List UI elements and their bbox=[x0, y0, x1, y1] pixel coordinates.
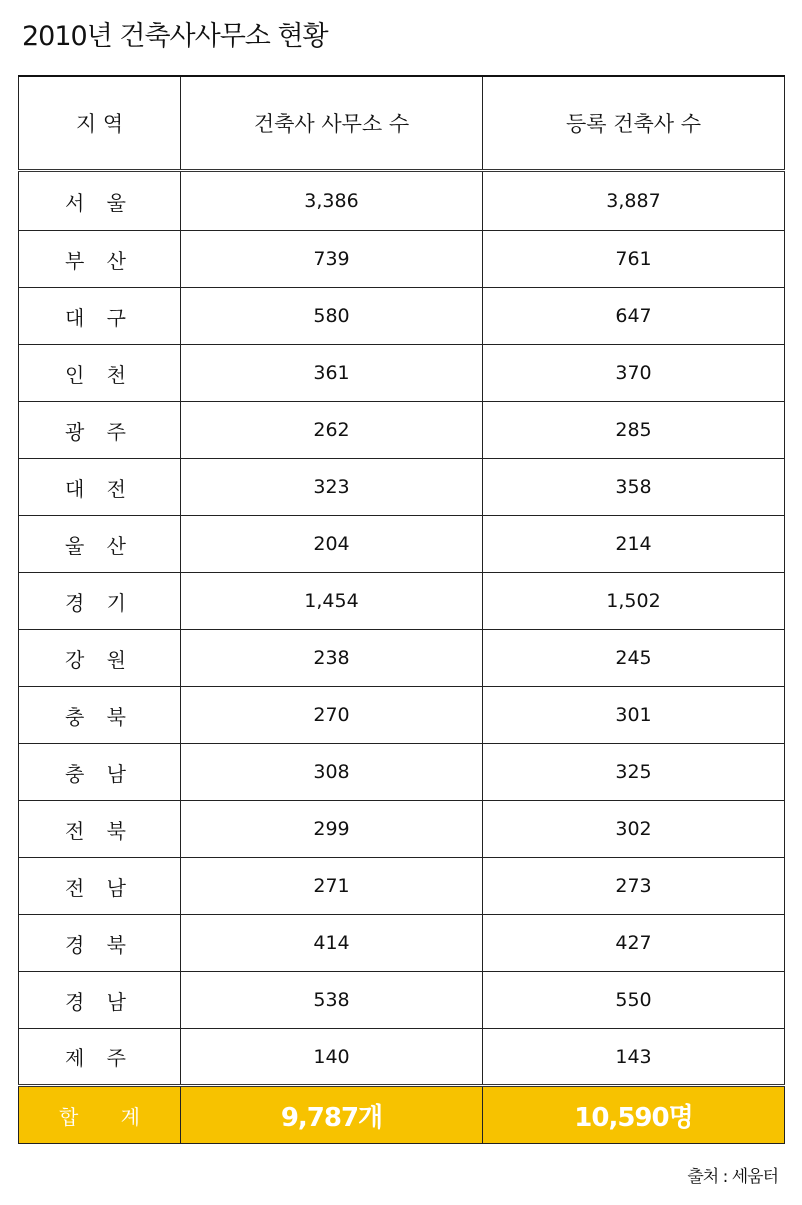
offices-cell: 538 bbox=[181, 972, 483, 1029]
architects-cell: 427 bbox=[483, 915, 785, 972]
architects-cell: 273 bbox=[483, 858, 785, 915]
offices-cell: 140 bbox=[181, 1029, 483, 1086]
offices-cell: 323 bbox=[181, 459, 483, 516]
architects-cell: 370 bbox=[483, 345, 785, 402]
total-label: 합 계 bbox=[19, 1086, 181, 1144]
region-cell: 경 기 bbox=[19, 573, 181, 630]
table-row bbox=[19, 801, 785, 858]
region-cell: 광 주 bbox=[19, 402, 181, 459]
offices-cell: 270 bbox=[181, 687, 483, 744]
region-cell: 충 북 bbox=[19, 687, 181, 744]
architects-cell: 761 bbox=[483, 231, 785, 288]
table-row bbox=[19, 459, 785, 516]
table-row bbox=[19, 972, 785, 1029]
table-row bbox=[19, 345, 785, 402]
table-row bbox=[19, 231, 785, 288]
region-cell: 인 천 bbox=[19, 345, 181, 402]
architects-cell: 214 bbox=[483, 516, 785, 573]
architects-cell: 1,502 bbox=[483, 573, 785, 630]
table-row bbox=[19, 915, 785, 972]
region-cell: 대 구 bbox=[19, 288, 181, 345]
region-cell: 제 주 bbox=[19, 1029, 181, 1086]
offices-cell: 414 bbox=[181, 915, 483, 972]
table-row bbox=[19, 687, 785, 744]
region-cell: 울 산 bbox=[19, 516, 181, 573]
architects-cell: 325 bbox=[483, 744, 785, 801]
header-region: 지 역 bbox=[19, 76, 181, 171]
table-row bbox=[19, 288, 785, 345]
region-cell: 서 울 bbox=[19, 171, 181, 231]
table-body bbox=[19, 171, 785, 1086]
region-cell: 전 남 bbox=[19, 858, 181, 915]
offices-cell: 1,454 bbox=[181, 573, 483, 630]
table-row bbox=[19, 516, 785, 573]
architects-cell: 647 bbox=[483, 288, 785, 345]
region-cell: 경 북 bbox=[19, 915, 181, 972]
offices-cell: 361 bbox=[181, 345, 483, 402]
region-cell: 경 남 bbox=[19, 972, 181, 1029]
total-row bbox=[19, 1086, 785, 1144]
offices-cell: 308 bbox=[181, 744, 483, 801]
table-row bbox=[19, 573, 785, 630]
region-cell: 전 북 bbox=[19, 801, 181, 858]
offices-cell: 238 bbox=[181, 630, 483, 687]
architects-cell: 143 bbox=[483, 1029, 785, 1086]
header-offices: 건축사 사무소 수 bbox=[181, 76, 483, 171]
architects-cell: 358 bbox=[483, 459, 785, 516]
architects-cell: 3,887 bbox=[483, 171, 785, 231]
architects-cell: 302 bbox=[483, 801, 785, 858]
offices-cell: 580 bbox=[181, 288, 483, 345]
offices-cell: 739 bbox=[181, 231, 483, 288]
table-row bbox=[19, 402, 785, 459]
table-row bbox=[19, 858, 785, 915]
page-title: 2010년 건축사사무소 현황 bbox=[22, 21, 328, 52]
offices-cell: 204 bbox=[181, 516, 483, 573]
header-architects: 등록 건축사 수 bbox=[483, 76, 785, 171]
total-architects: 10,590명 bbox=[483, 1086, 785, 1144]
offices-cell: 262 bbox=[181, 402, 483, 459]
architects-cell: 301 bbox=[483, 687, 785, 744]
architects-cell: 245 bbox=[483, 630, 785, 687]
region-cell: 부 산 bbox=[19, 231, 181, 288]
region-cell: 강 원 bbox=[19, 630, 181, 687]
offices-cell: 271 bbox=[181, 858, 483, 915]
region-cell: 대 전 bbox=[19, 459, 181, 516]
source-note: 출처 : 세움터 bbox=[687, 1167, 778, 1187]
office-stats-table bbox=[18, 75, 785, 1144]
table-header bbox=[19, 76, 785, 171]
table-row bbox=[19, 171, 785, 231]
table-row bbox=[19, 1029, 785, 1086]
architects-cell: 550 bbox=[483, 972, 785, 1029]
table-row bbox=[19, 744, 785, 801]
table-row bbox=[19, 630, 785, 687]
offices-cell: 3,386 bbox=[181, 171, 483, 231]
architects-cell: 285 bbox=[483, 402, 785, 459]
total-offices: 9,787개 bbox=[181, 1086, 483, 1144]
offices-cell: 299 bbox=[181, 801, 483, 858]
region-cell: 충 남 bbox=[19, 744, 181, 801]
